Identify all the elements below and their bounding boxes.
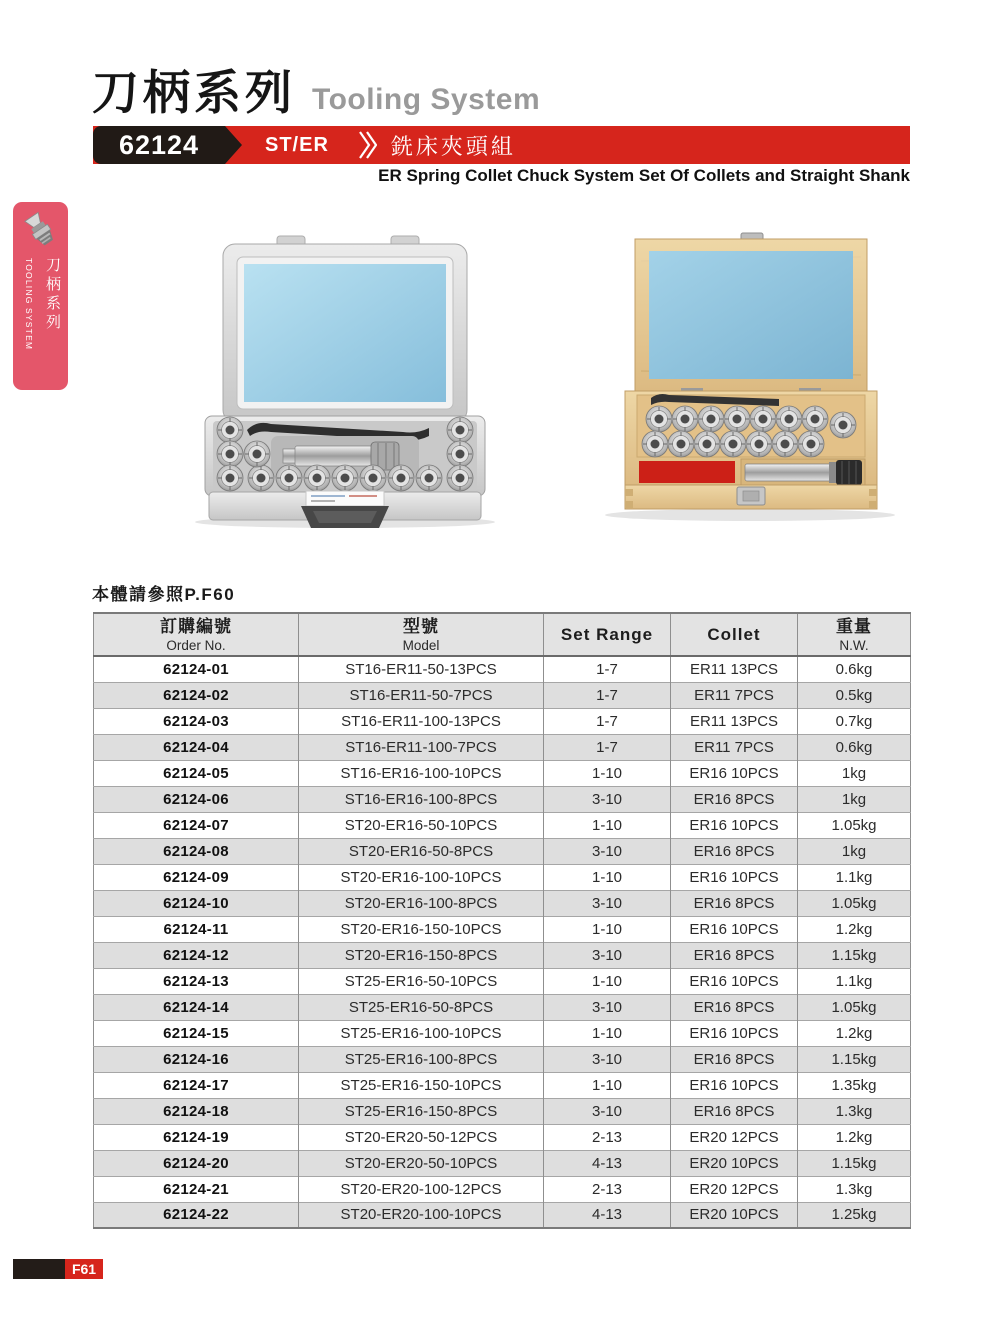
collet-cell: ER16 8PCS	[671, 942, 798, 968]
set-range-cell: 1-7	[544, 682, 671, 708]
net-weight-cell: 1.3kg	[798, 1176, 911, 1202]
model-cell: ST25-ER16-50-8PCS	[299, 994, 544, 1020]
table-row	[94, 1176, 911, 1202]
set-range-cell: 1-10	[544, 1072, 671, 1098]
collet-cell: ER16 10PCS	[671, 812, 798, 838]
side-tab-label-en: TOOLING SYSTEM	[24, 258, 34, 351]
net-weight-cell: 1.05kg	[798, 890, 911, 916]
set-range-cell: 1-10	[544, 916, 671, 942]
model-cell: ST25-ER16-150-10PCS	[299, 1072, 544, 1098]
collet-cell: ER16 10PCS	[671, 916, 798, 942]
set-range-cell: 3-10	[544, 942, 671, 968]
set-range-cell: 1-7	[544, 708, 671, 734]
order-no-cell: 62124-13	[94, 968, 299, 994]
table-row	[94, 734, 911, 760]
order-no-cell: 62124-09	[94, 864, 299, 890]
model-cell: ST20-ER16-50-10PCS	[299, 812, 544, 838]
order-no-cell: 62124-19	[94, 1124, 299, 1150]
order-no-cell: 62124-10	[94, 890, 299, 916]
net-weight-cell: 0.7kg	[798, 708, 911, 734]
model-cell: ST20-ER20-100-12PCS	[299, 1176, 544, 1202]
header-net-weight	[798, 613, 911, 656]
set-range-cell: 2-13	[544, 1176, 671, 1202]
net-weight-cell: 1.15kg	[798, 1046, 911, 1072]
model-cell: ST20-ER16-100-8PCS	[299, 890, 544, 916]
order-no-cell: 62124-21	[94, 1176, 299, 1202]
model-cell: ST20-ER20-50-10PCS	[299, 1150, 544, 1176]
header-net-weight-zh: 重量	[836, 617, 872, 636]
order-no-cell: 62124-17	[94, 1072, 299, 1098]
set-range-cell: 1-10	[544, 760, 671, 786]
model-cell: ST25-ER16-150-8PCS	[299, 1098, 544, 1124]
side-tab-label-zh: 刀柄系列	[44, 257, 61, 333]
product-name-zh: 銑床夾頭組	[390, 133, 516, 159]
order-no-cell: 62124-08	[94, 838, 299, 864]
order-no-cell: 62124-14	[94, 994, 299, 1020]
model-cell: ST16-ER11-50-13PCS	[299, 656, 544, 682]
net-weight-cell: 1.3kg	[798, 1098, 911, 1124]
table-row	[94, 942, 911, 968]
model-cell: ST20-ER16-150-10PCS	[299, 916, 544, 942]
net-weight-cell: 0.5kg	[798, 682, 911, 708]
table-row	[94, 916, 911, 942]
set-range-cell: 1-7	[544, 734, 671, 760]
order-no-cell: 62124-11	[94, 916, 299, 942]
set-range-cell: 1-7	[544, 656, 671, 682]
collet-cell: ER11 13PCS	[671, 656, 798, 682]
net-weight-cell: 1.1kg	[798, 968, 911, 994]
table-body	[94, 656, 911, 1228]
table-row	[94, 1202, 911, 1228]
order-no-cell: 62124-04	[94, 734, 299, 760]
collet-cell: ER16 8PCS	[671, 786, 798, 812]
table-row	[94, 812, 911, 838]
header-order-no-en: Order No.	[166, 638, 226, 653]
model-cell: ST20-ER16-150-8PCS	[299, 942, 544, 968]
set-range-cell: 3-10	[544, 1098, 671, 1124]
order-no-cell: 62124-06	[94, 786, 299, 812]
net-weight-cell: 1.2kg	[798, 916, 911, 942]
net-weight-cell: 1.25kg	[798, 1202, 911, 1228]
product-banner	[93, 126, 910, 164]
table-row	[94, 656, 911, 682]
page-title	[92, 56, 540, 123]
order-no-cell: 62124-07	[94, 812, 299, 838]
model-cell: ST25-ER16-50-10PCS	[299, 968, 544, 994]
header-collet	[671, 613, 798, 656]
set-range-cell: 4-13	[544, 1150, 671, 1176]
net-weight-cell: 1.05kg	[798, 994, 911, 1020]
model-cell: ST20-ER20-50-12PCS	[299, 1124, 544, 1150]
set-range-cell: 3-10	[544, 786, 671, 812]
table-row	[94, 864, 911, 890]
spec-table	[93, 612, 911, 1229]
collet-cell: ER11 7PCS	[671, 682, 798, 708]
table-row	[94, 682, 911, 708]
model-cell: ST16-ER11-100-7PCS	[299, 734, 544, 760]
net-weight-cell: 1.2kg	[798, 1020, 911, 1046]
product-code: 62124	[118, 129, 200, 160]
collet-cell: ER16 8PCS	[671, 890, 798, 916]
header-net-weight-en: N.W.	[839, 638, 869, 653]
model-cell: ST25-ER16-100-10PCS	[299, 1020, 544, 1046]
set-range-cell: 1-10	[544, 812, 671, 838]
header-model	[299, 613, 544, 656]
product-code-block	[93, 126, 225, 164]
model-cell: ST20-ER16-50-8PCS	[299, 838, 544, 864]
series-label: ST/ER	[265, 133, 329, 156]
net-weight-cell: 1kg	[798, 760, 911, 786]
wooden-case-collet-set-photo	[593, 231, 908, 523]
net-weight-cell: 0.6kg	[798, 656, 911, 682]
set-range-cell: 3-10	[544, 1046, 671, 1072]
collet-cell: ER20 12PCS	[671, 1124, 798, 1150]
collet-cell: ER20 12PCS	[671, 1176, 798, 1202]
model-cell: ST16-ER11-50-7PCS	[299, 682, 544, 708]
header-model-zh: 型號	[403, 617, 439, 636]
table-row	[94, 994, 911, 1020]
set-range-cell: 1-10	[544, 968, 671, 994]
header-set-range	[544, 613, 671, 656]
collet-cell: ER16 8PCS	[671, 994, 798, 1020]
collet-cell: ER11 13PCS	[671, 708, 798, 734]
model-cell: ST16-ER16-100-8PCS	[299, 786, 544, 812]
model-cell: ST16-ER11-100-13PCS	[299, 708, 544, 734]
order-no-cell: 62124-18	[94, 1098, 299, 1124]
header-model-en: Model	[402, 638, 440, 653]
set-range-cell: 1-10	[544, 864, 671, 890]
order-no-cell: 62124-20	[94, 1150, 299, 1176]
collet-cell: ER20 10PCS	[671, 1150, 798, 1176]
collet-cell: ER16 8PCS	[671, 838, 798, 864]
chevron-right-icon	[357, 130, 377, 160]
collet-cell: ER16 10PCS	[671, 1072, 798, 1098]
table-row	[94, 968, 911, 994]
table-row	[94, 708, 911, 734]
collet-chuck-icon	[20, 208, 62, 254]
net-weight-cell: 1.35kg	[798, 1072, 911, 1098]
collet-cell: ER16 10PCS	[671, 968, 798, 994]
net-weight-cell: 1.15kg	[798, 942, 911, 968]
collet-cell: ER16 8PCS	[671, 1098, 798, 1124]
collet-cell: ER16 10PCS	[671, 1020, 798, 1046]
net-weight-cell: 1kg	[798, 838, 911, 864]
collet-cell: ER16 10PCS	[671, 760, 798, 786]
page-footer	[13, 1259, 103, 1279]
set-range-cell: 4-13	[544, 1202, 671, 1228]
page-number-badge: F61	[65, 1259, 103, 1279]
page-title-en: Tooling System	[312, 83, 541, 116]
reference-note: 本體請參照P.F60	[92, 585, 236, 604]
header-set-range-label: Set Range	[560, 624, 654, 644]
collet-cell: ER16 8PCS	[671, 1046, 798, 1072]
table-row	[94, 1150, 911, 1176]
order-no-cell: 62124-16	[94, 1046, 299, 1072]
order-no-cell: 62124-03	[94, 708, 299, 734]
plastic-case-collet-set-photo	[185, 230, 505, 530]
set-range-cell: 1-10	[544, 1020, 671, 1046]
set-range-cell: 3-10	[544, 838, 671, 864]
table-row	[94, 1098, 911, 1124]
table-row	[94, 1020, 911, 1046]
net-weight-cell: 1.2kg	[798, 1124, 911, 1150]
page-title-zh: 刀柄系列	[92, 66, 296, 119]
table-header	[94, 613, 911, 656]
order-no-cell: 62124-22	[94, 1202, 299, 1228]
order-no-cell: 62124-15	[94, 1020, 299, 1046]
model-cell: ST20-ER20-100-10PCS	[299, 1202, 544, 1228]
product-subtitle: ER Spring Collet Chuck System Set Of Collets and Straight Shank	[378, 166, 910, 185]
set-range-cell: 3-10	[544, 994, 671, 1020]
table-row	[94, 786, 911, 812]
order-no-cell: 62124-05	[94, 760, 299, 786]
table-row	[94, 1046, 911, 1072]
net-weight-cell: 1.15kg	[798, 1150, 911, 1176]
footer-black-bar	[13, 1259, 65, 1279]
set-range-cell: 2-13	[544, 1124, 671, 1150]
order-no-cell: 62124-02	[94, 682, 299, 708]
header-order-no-zh: 訂購編號	[160, 617, 232, 636]
net-weight-cell: 1.1kg	[798, 864, 911, 890]
table-row	[94, 838, 911, 864]
collet-cell: ER11 7PCS	[671, 734, 798, 760]
collet-cell: ER20 10PCS	[671, 1202, 798, 1228]
set-range-cell: 3-10	[544, 890, 671, 916]
model-cell: ST16-ER16-100-10PCS	[299, 760, 544, 786]
table-row	[94, 1072, 911, 1098]
header-collet-label: Collet	[707, 624, 761, 644]
table-row	[94, 1124, 911, 1150]
table-row	[94, 890, 911, 916]
model-cell: ST25-ER16-100-8PCS	[299, 1046, 544, 1072]
net-weight-cell: 0.6kg	[798, 734, 911, 760]
net-weight-cell: 1kg	[798, 786, 911, 812]
header-order-no	[94, 613, 299, 656]
collet-cell: ER16 10PCS	[671, 864, 798, 890]
order-no-cell: 62124-01	[163, 660, 229, 678]
net-weight-cell: 1.05kg	[798, 812, 911, 838]
table-row	[94, 760, 911, 786]
order-no-cell: 62124-12	[94, 942, 299, 968]
side-tab-tooling-system	[13, 202, 68, 390]
model-cell: ST20-ER16-100-10PCS	[299, 864, 544, 890]
